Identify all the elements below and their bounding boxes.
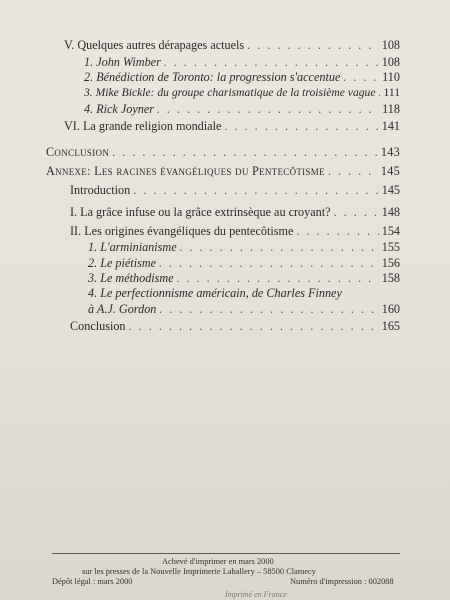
toc-page-number: 118 [382, 102, 400, 116]
imprint-line-1: Achevé d'imprimer en mars 2000 [162, 557, 274, 566]
imprint-line-2: sur les presses de la Nouvelle Imprimerie Laballery – 58500 Clamecy [82, 567, 316, 576]
toc-label: 2. Le piétisme [88, 256, 157, 270]
toc-entry [88, 285, 400, 317]
toc-entry [84, 54, 400, 70]
toc-entry [46, 144, 400, 160]
toc-page-number: 108 [381, 38, 400, 52]
toc-label-line1: 4. Le perfectionnisme américain, de Charles Finney [88, 286, 342, 300]
dot-leader [180, 239, 379, 255]
toc-entry [70, 204, 400, 220]
toc-entry [84, 85, 400, 101]
toc-label-line2: à A.J. Gordon [88, 302, 157, 316]
legal-deposit: Dépôt légal : mars 2000 [52, 577, 133, 586]
toc-label: II. Les origines évangéliques du pentecôtisme [70, 224, 294, 238]
toc-page-number: 111 [383, 86, 400, 99]
dot-leader [157, 101, 379, 117]
toc-label: Introduction [70, 183, 131, 197]
toc-label: Annexe: Les racines évangéliques du Pentecôtisme [46, 164, 325, 178]
toc-label: 3. Le méthodisme [88, 271, 174, 285]
dot-leader [133, 182, 378, 198]
toc-label: V. Quelques autres dérapages actuels [64, 38, 245, 52]
dot-leader [159, 301, 378, 317]
toc-page-number: 155 [381, 240, 400, 254]
toc-entry [70, 182, 400, 198]
toc-label: 2. Bénédiction de Toronto: la progression s'accentue [84, 70, 341, 84]
toc-page-number: 141 [381, 119, 400, 133]
dot-leader [177, 270, 379, 286]
toc-page-number: 143 [380, 145, 400, 159]
toc-page-number: 148 [381, 205, 400, 219]
toc-entry [88, 255, 400, 271]
toc-entry [70, 223, 400, 239]
toc-page-number: 145 [380, 164, 400, 178]
toc-page-number: 154 [381, 224, 400, 238]
toc-label: VI. La grande religion mondiale [64, 119, 222, 133]
toc-label: 1. John Wimber [84, 55, 161, 69]
toc-label: 1. L'arminianisme [88, 240, 177, 254]
toc-page-number: 145 [381, 183, 400, 197]
dot-leader [296, 223, 378, 239]
dot-leader [343, 69, 379, 85]
dot-leader [129, 318, 379, 334]
toc-label: Conclusion [70, 319, 126, 333]
toc-entry [84, 69, 400, 85]
toc-entry [46, 163, 400, 179]
toc-label: 3. Mike Bickle: du groupe charismatique de la troisième vague [84, 86, 376, 99]
toc-page-number: 110 [382, 70, 400, 84]
dot-leader [328, 163, 378, 179]
dot-leader [112, 144, 378, 160]
toc-page-number: 108 [381, 55, 400, 69]
toc-entry [64, 118, 400, 134]
toc-entry [88, 270, 400, 286]
dot-leader [247, 37, 379, 53]
toc-entry [70, 318, 400, 334]
dot-leader [224, 118, 378, 134]
dot-leader [334, 204, 379, 220]
toc-entry [84, 101, 400, 117]
toc-page-number: 156 [381, 256, 400, 270]
printed-in: Imprimé en France [225, 590, 287, 599]
toc-label: I. La grâce infuse ou la grâce extrinsèque au croyant? [70, 205, 331, 219]
toc-label: 4. Rick Joyner [84, 102, 155, 116]
print-number: Numéro d'impression : 002088 [290, 577, 394, 586]
dot-leader [164, 54, 379, 70]
toc-entry [64, 37, 400, 53]
toc-page-number: 165 [381, 319, 400, 333]
dot-leader [159, 255, 379, 271]
toc-page-number: 158 [381, 271, 400, 285]
dot-leader [378, 85, 380, 101]
imprint-divider [52, 553, 400, 554]
toc-entry [88, 239, 400, 255]
toc-label: Conclusion [46, 145, 110, 159]
toc-page-number: 160 [381, 302, 400, 316]
